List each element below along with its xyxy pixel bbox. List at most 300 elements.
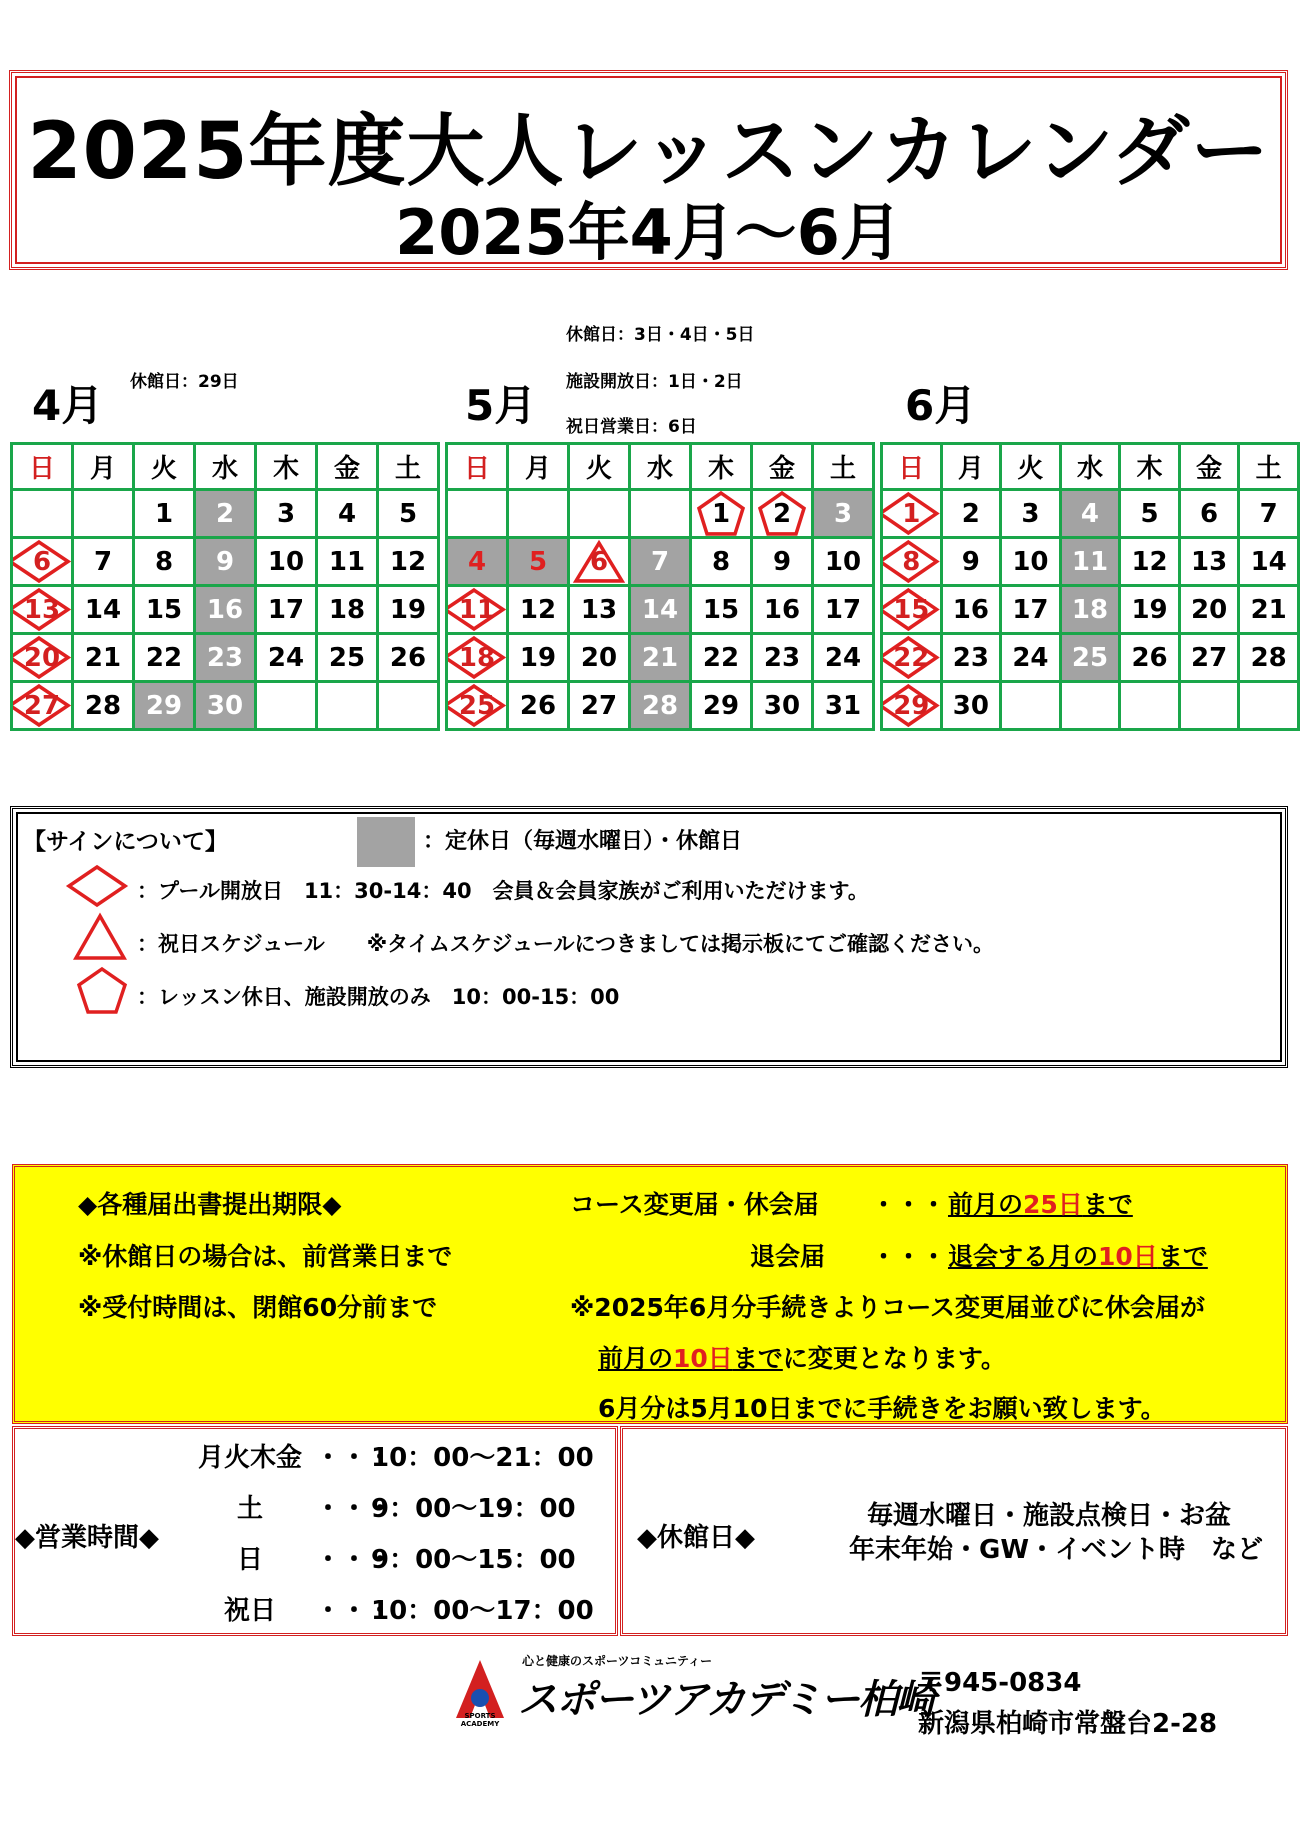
day-cell (882, 490, 942, 538)
day-number: 28 (641, 690, 679, 721)
day-cell (447, 634, 508, 682)
hours-day: 月火木金 (197, 1443, 302, 1473)
day-number: 27 (23, 690, 61, 721)
day-cell (752, 538, 813, 586)
day-number: 1 (711, 498, 731, 529)
day-number: 23 (763, 642, 801, 673)
day-cell (752, 490, 813, 538)
change-notice-2 (598, 1339, 1006, 1375)
hours-time: 10：00～21：00 (371, 1443, 594, 1473)
day-cell (813, 586, 874, 634)
day-number: 7 (1259, 498, 1278, 529)
day-number: 20 (23, 642, 61, 673)
day-number: 6 (32, 546, 52, 577)
weekday-cell: 日 (12, 444, 73, 490)
day-cell (12, 586, 73, 634)
day-cell (752, 682, 813, 730)
day-number: 29 (893, 690, 930, 721)
day-number: 30 (952, 690, 989, 721)
day-cell (447, 682, 508, 730)
day-cell (691, 586, 752, 634)
day-number: 20 (1191, 594, 1228, 625)
week-row (882, 490, 1299, 538)
change-notice-2-underlined (598, 1344, 783, 1373)
course-change-label: コース変更届・休会届 (570, 1190, 819, 1219)
day-number: 3 (1021, 498, 1040, 529)
week-row (447, 490, 874, 538)
reception-note: ※受付時間は、閉館60分前まで (78, 1293, 438, 1322)
withdraw-deadline-c: まで (1157, 1242, 1208, 1271)
month-label-april: 4月 (32, 381, 104, 430)
day-cell (813, 682, 874, 730)
day-number: 6 (1200, 498, 1219, 529)
day-cell (447, 586, 508, 634)
day-number: 23 (952, 642, 989, 673)
postal-code: 〒945-0834 (918, 1668, 1082, 1698)
day-number: 22 (893, 642, 930, 673)
day-number: 31 (824, 690, 862, 721)
day-number: 26 (519, 690, 557, 721)
closed-line-1: 毎週水曜日・施設点検日・お盆 (866, 1501, 1231, 1531)
day-cell (1239, 586, 1299, 634)
week-row (882, 682, 1299, 730)
empty-cell (378, 682, 439, 730)
day-cell (569, 586, 630, 634)
empty-cell (1179, 682, 1239, 730)
may-note-holiday: 祝日営業日：6日 (566, 417, 697, 437)
day-number: 3 (833, 498, 853, 529)
course-deadline-day: 25日 (1023, 1190, 1083, 1219)
deadline-box (12, 1164, 1288, 1424)
day-number: 28 (1250, 642, 1287, 673)
day-number: 2 (772, 498, 792, 529)
day-number: 9 (961, 546, 980, 577)
empty-cell (12, 490, 73, 538)
change-2c: まで (732, 1344, 783, 1373)
day-number: 17 (1012, 594, 1049, 625)
day-number: 21 (84, 642, 122, 673)
day-cell (134, 682, 195, 730)
day-number: 13 (23, 594, 61, 625)
day-number: 25 (1071, 642, 1109, 673)
day-number: 15 (893, 594, 930, 625)
day-cell (134, 490, 195, 538)
day-number: 30 (206, 690, 244, 721)
day-cell (508, 634, 569, 682)
day-cell (882, 634, 942, 682)
day-cell (12, 634, 73, 682)
gray-swatch (357, 817, 415, 867)
day-number: 24 (824, 642, 862, 673)
day-cell (630, 586, 691, 634)
day-cell (1120, 538, 1180, 586)
day-cell (1120, 490, 1180, 538)
title-box (9, 70, 1288, 270)
day-number: 15 (145, 594, 183, 625)
may-note-open: 施設開放日：1日・2日 (566, 372, 743, 392)
day-cell (256, 538, 317, 586)
weekday-cell: 金 (1179, 444, 1239, 490)
day-cell (317, 490, 378, 538)
day-number: 20 (580, 642, 618, 673)
week-row (12, 538, 439, 586)
day-cell (134, 634, 195, 682)
day-cell (569, 634, 630, 682)
day-cell (691, 634, 752, 682)
day-cell (941, 538, 1001, 586)
week-row (882, 634, 1299, 682)
day-number: 8 (902, 546, 921, 577)
day-cell (569, 538, 630, 586)
weekday-cell: 土 (378, 444, 439, 490)
day-number: 29 (145, 690, 183, 721)
day-number: 24 (1012, 642, 1049, 673)
withdraw-deadline-a: 退会する月の (948, 1242, 1099, 1271)
empty-cell (508, 490, 569, 538)
day-cell (508, 586, 569, 634)
day-cell (752, 586, 813, 634)
day-cell (1239, 634, 1299, 682)
day-number: 19 (519, 642, 557, 673)
day-cell (12, 682, 73, 730)
legend-triangle-text: ：祝日スケジュール ※タイムスケジュールにつきましては掲示板にてご確認ください。 (137, 932, 995, 956)
day-number: 12 (519, 594, 557, 625)
hours-day: 祝日 (223, 1596, 276, 1626)
course-deadline (948, 1185, 1133, 1221)
day-number: 22 (702, 642, 740, 673)
day-number: 21 (1250, 594, 1287, 625)
diamond-icon (65, 863, 129, 909)
empty-cell (1239, 682, 1299, 730)
empty-cell (317, 682, 378, 730)
empty-cell (630, 490, 691, 538)
weekday-cell: 木 (691, 444, 752, 490)
change-2d: に変更となります。 (782, 1344, 1006, 1373)
weekday-cell: 火 (569, 444, 630, 490)
day-number: 28 (84, 690, 122, 721)
day-cell (813, 538, 874, 586)
day-number: 5 (398, 498, 418, 529)
day-number: 18 (458, 642, 496, 673)
triangle-icon (73, 912, 127, 962)
empty-cell (1120, 682, 1180, 730)
day-cell (447, 538, 508, 586)
day-cell (508, 538, 569, 586)
day-number: 25 (458, 690, 496, 721)
weekday-cell: 土 (813, 444, 874, 490)
day-cell (691, 490, 752, 538)
weekday-cell: 木 (1120, 444, 1180, 490)
day-cell (12, 538, 73, 586)
day-cell (1120, 634, 1180, 682)
day-number: 12 (389, 546, 427, 577)
day-cell (317, 538, 378, 586)
weekday-cell: 日 (447, 444, 508, 490)
day-number: 17 (824, 594, 862, 625)
calendar-june (880, 442, 1300, 731)
day-cell (569, 682, 630, 730)
day-cell (195, 586, 256, 634)
pentagon-icon (76, 966, 128, 1016)
hours-dots: ・・・ (315, 1443, 394, 1473)
day-cell (378, 538, 439, 586)
day-cell (1120, 586, 1180, 634)
course-deadline-a: 前月の (948, 1190, 1024, 1219)
day-number: 13 (1191, 546, 1228, 577)
day-number: 4 (337, 498, 357, 529)
day-number: 21 (641, 642, 679, 673)
day-cell (1060, 538, 1120, 586)
day-number: 25 (328, 642, 366, 673)
day-number: 15 (702, 594, 740, 625)
day-number: 23 (206, 642, 244, 673)
week-row (882, 538, 1299, 586)
day-number: 8 (711, 546, 731, 577)
week-row (447, 682, 874, 730)
day-cell (195, 538, 256, 586)
weekday-cell: 水 (1060, 444, 1120, 490)
day-cell (630, 634, 691, 682)
weekday-cell: 金 (752, 444, 813, 490)
day-number: 5 (528, 546, 548, 577)
legend-gray-text: ：定休日（毎週水曜日）・休館日 (423, 829, 743, 854)
day-cell (882, 586, 942, 634)
day-number: 14 (641, 594, 679, 625)
day-cell (256, 490, 317, 538)
hours-heading: ◆営業時間◆ (15, 1523, 159, 1553)
day-cell (941, 586, 1001, 634)
day-cell (1060, 490, 1120, 538)
calendar-april (10, 442, 440, 731)
day-cell (1001, 586, 1061, 634)
day-number: 10 (824, 546, 862, 577)
week-row (447, 634, 874, 682)
dots-1: ・・・ (871, 1190, 947, 1219)
day-cell (134, 586, 195, 634)
closed-box (620, 1426, 1288, 1636)
may-note-closed: 休館日：3日・4日・5日 (566, 325, 755, 345)
day-number: 2 (215, 498, 235, 529)
holiday-note: ※休館日の場合は、前営業日まで (78, 1242, 453, 1271)
week-row (12, 682, 439, 730)
day-number: 16 (952, 594, 989, 625)
day-number: 16 (763, 594, 801, 625)
change-2b: 10日 (673, 1344, 733, 1373)
day-cell (813, 490, 874, 538)
page-subtitle: 2025年4月～6月 (395, 196, 902, 269)
day-number: 24 (267, 642, 305, 673)
day-cell (508, 682, 569, 730)
day-cell (73, 586, 134, 634)
day-cell (256, 586, 317, 634)
closed-heading: ◆休館日◆ (637, 1523, 755, 1553)
weekday-cell: 水 (630, 444, 691, 490)
day-number: 11 (458, 594, 496, 625)
day-number: 7 (650, 546, 670, 577)
day-cell (1060, 634, 1120, 682)
day-cell (378, 634, 439, 682)
weekday-cell: 日 (882, 444, 942, 490)
april-note: 休館日：29日 (130, 372, 239, 392)
day-cell (752, 634, 813, 682)
day-cell (941, 634, 1001, 682)
day-cell (378, 490, 439, 538)
emblem-text: SPORTS ACADEMY (460, 1712, 500, 1728)
weekday-cell: 木 (256, 444, 317, 490)
day-cell (195, 682, 256, 730)
week-row (12, 490, 439, 538)
day-cell (1179, 634, 1239, 682)
day-cell (1001, 634, 1061, 682)
day-number: 29 (702, 690, 740, 721)
weekday-header (882, 444, 1299, 490)
day-number: 2 (961, 498, 980, 529)
day-cell (134, 538, 195, 586)
day-cell (73, 538, 134, 586)
day-cell (1001, 538, 1061, 586)
day-cell (195, 634, 256, 682)
weekday-header (12, 444, 439, 490)
day-number: 4 (1080, 498, 1100, 529)
day-number: 9 (215, 546, 235, 577)
day-number: 18 (328, 594, 366, 625)
weekday-cell: 土 (1239, 444, 1299, 490)
day-number: 7 (93, 546, 113, 577)
day-number: 4 (467, 546, 487, 577)
hours-time: 10：00～17：00 (371, 1596, 594, 1626)
day-cell (691, 538, 752, 586)
day-number: 5 (1140, 498, 1159, 529)
legend-diamond-text: ：プール開放日 11：30-14：40 会員＆会員家族がご利用いただけます。 (137, 879, 869, 903)
day-number: 10 (267, 546, 305, 577)
hours-dots: ・・・ (315, 1545, 394, 1575)
day-number: 14 (1250, 546, 1287, 577)
day-cell (317, 634, 378, 682)
week-row (12, 586, 439, 634)
day-number: 17 (267, 594, 305, 625)
day-number: 11 (328, 546, 366, 577)
weekday-header (447, 444, 874, 490)
day-cell (73, 634, 134, 682)
change-2a: 前月の (598, 1344, 674, 1373)
dots-2: ・・・ (871, 1242, 947, 1271)
hours-dots: ・・・ (315, 1494, 394, 1524)
hours-box (12, 1426, 618, 1636)
weekday-cell: 水 (195, 444, 256, 490)
hours-day: 日 (236, 1545, 263, 1575)
day-cell (378, 586, 439, 634)
day-number: 1 (154, 498, 174, 529)
day-cell (941, 682, 1001, 730)
weekday-cell: 金 (317, 444, 378, 490)
change-notice-1: ※2025年6月分手続きよりコース変更届並びに休会届が (570, 1293, 1206, 1322)
hours-dots: ・・・ (315, 1596, 394, 1626)
logo-tagline: 心と健康のスポーツコミュニティー (522, 1654, 713, 1668)
day-number: 11 (1071, 546, 1109, 577)
legend-pentagon-text: ：レッスン休日、施設開放のみ 10：00-15：00 (137, 985, 620, 1009)
address: 新潟県柏崎市常盤台2-28 (918, 1709, 1218, 1739)
day-cell (813, 634, 874, 682)
hours-time: 9：00～15：00 (371, 1545, 576, 1575)
change-notice-3: 6月分は5月10日までに手続きをお願い致します。 (598, 1394, 1166, 1423)
withdraw-label: 退会届 (750, 1242, 826, 1271)
day-cell (630, 682, 691, 730)
empty-cell (569, 490, 630, 538)
day-cell (1179, 538, 1239, 586)
weekday-cell: 月 (73, 444, 134, 490)
day-cell (1239, 490, 1299, 538)
day-cell (256, 634, 317, 682)
week-row (882, 586, 1299, 634)
day-number: 27 (580, 690, 618, 721)
day-cell (1239, 538, 1299, 586)
weekday-cell: 月 (941, 444, 1001, 490)
day-number: 19 (1131, 594, 1168, 625)
day-cell (630, 538, 691, 586)
day-number: 6 (589, 546, 609, 577)
weekday-cell: 月 (508, 444, 569, 490)
withdraw-deadline-day: 10日 (1098, 1242, 1158, 1271)
day-number: 19 (389, 594, 427, 625)
deadline-heading: ◆各種届出書提出期限◆ (78, 1190, 342, 1219)
course-deadline-c: まで (1082, 1190, 1133, 1219)
withdraw-deadline (948, 1237, 1208, 1273)
day-number: 18 (1071, 594, 1109, 625)
empty-cell (256, 682, 317, 730)
month-label-june: 6月 (905, 381, 977, 430)
day-number: 27 (1191, 642, 1228, 673)
day-cell (195, 490, 256, 538)
legend-box (10, 806, 1288, 1068)
logo-text: スポーツアカデミー柏崎 (518, 1677, 934, 1723)
day-number: 30 (763, 690, 801, 721)
page-title: 2025年度大人レッスンカレンダー (27, 107, 1270, 197)
hours-time: 9：00～19：00 (371, 1494, 576, 1524)
day-number: 12 (1131, 546, 1168, 577)
empty-cell (1001, 682, 1061, 730)
empty-cell (1060, 682, 1120, 730)
day-number: 10 (1012, 546, 1049, 577)
day-number: 26 (389, 642, 427, 673)
hours-day: 土 (236, 1494, 263, 1524)
empty-cell (73, 490, 134, 538)
day-number: 8 (154, 546, 174, 577)
day-number: 22 (145, 642, 183, 673)
day-cell (1179, 586, 1239, 634)
weekday-cell: 火 (1001, 444, 1061, 490)
day-number: 26 (1131, 642, 1168, 673)
day-cell (882, 538, 942, 586)
week-row (447, 538, 874, 586)
empty-cell (447, 490, 508, 538)
day-cell (317, 586, 378, 634)
day-cell (1001, 490, 1061, 538)
weekday-cell: 火 (134, 444, 195, 490)
day-cell (941, 490, 1001, 538)
calendar-may (445, 442, 875, 731)
day-number: 13 (580, 594, 618, 625)
week-row (447, 586, 874, 634)
day-number: 1 (902, 498, 921, 529)
day-number: 3 (276, 498, 296, 529)
day-cell (1179, 490, 1239, 538)
legend-heading: 【サインについて】 (23, 829, 228, 855)
day-cell (1060, 586, 1120, 634)
closed-line-2: 年末年始・GW・イベント時 など (849, 1535, 1264, 1565)
day-cell (73, 682, 134, 730)
day-number: 9 (772, 546, 792, 577)
day-number: 14 (84, 594, 122, 625)
